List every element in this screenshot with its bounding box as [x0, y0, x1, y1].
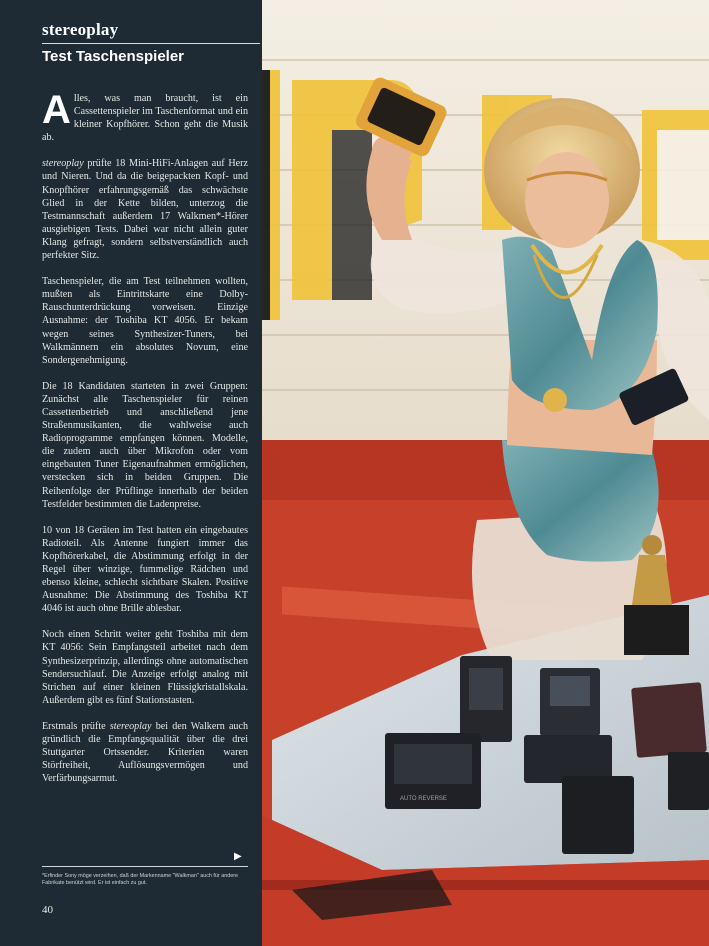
lead-text: lles, was man braucht, ist ein Cassettenspieler im Taschenformat und ein kleiner Kopfhörer. Schon geht die Musik ab.: [42, 93, 248, 144]
magazine-name: stereoplay: [42, 20, 260, 44]
lead-paragraph: [42, 88, 248, 144]
paragraph-6-a: Erstmals prüfte: [42, 720, 110, 732]
auto-reverse-label: AUTO REVERSE: [400, 796, 447, 802]
paragraph-4: 10 von 18 Geräten im Test hatten ein eingebautes Radioteil. Als Antenne fungiert immer das Kopfhörerkabel, die Abstimmung erfolgt in der Regel über winzige, fummelige Rädchen und ebenso kleine, schlecht sichtbare Skalen. Positive Ausnahme: Die Abstimmung des Toshiba KT 4046 ist auch ohne Brille ablesbar.: [42, 524, 248, 615]
photo-illustration: [262, 0, 709, 946]
paragraph-1: [42, 157, 248, 262]
drop-cap: A: [42, 88, 71, 132]
article-photo: [262, 0, 709, 946]
paragraph-1-text: prüfte 18 Mini-HiFi-Anlagen auf Herz und Nieren. Und da die beigepackten Kopf- und Knopfhörer erfahrungsgemäß das schwächste Glied in der Kette bilden, unterzog die Testmannschaft außerdem 17 Walkmen*-Hörer ausgiebigen Tests. Dabei war nicht allein guter Klang gefragt, sondern selbstverständlich auch perfekter Sitz.: [42, 158, 248, 262]
text-column: [0, 0, 262, 946]
article-body: [42, 88, 248, 785]
brand-italic: stereoplay: [42, 158, 84, 170]
footnote-divider: [42, 866, 248, 867]
paragraph-5: Noch einen Schritt weiter geht Toshiba mit dem KT 4056: Sein Empfangsteil arbeitet nach dem Synthesizerprinzip, allerdings ohne automatischen Sendersuchlauf. Die Anzeige erfolgt analog mit Strichen auf einer kleinen Flüssigkristallskala. Außerdem gibt es fünf Stationstasten.: [42, 629, 248, 706]
footnote: *Erfinder Sony möge verzeihen, daß der Markenname "Walkman" auch für andere Fabrikate benützt wird. Er ist einfach zu gut.: [42, 873, 238, 886]
brand-italic-2: stereoplay: [109, 720, 152, 732]
article-title: Test Taschenspieler: [42, 48, 185, 65]
paragraph-2: Taschenspieler, die am Test teilnehmen wollten, mußten als Eintrittskarte eine Dolby-Rauschunterdrückung vorweisen. Einzige Ausnahme: der Toshiba KT 4056. Er bekam wegen seines Synthesizer-Tuners, bei Walkmännern ein absolutes Novum, eine Sondergenehmigung.: [42, 276, 248, 366]
paragraph-6: [42, 720, 248, 785]
paragraph-6-b: bei den Walkern auch gründlich die Empfangsqualität über die drei Stuttgarter Ortssender. Kriterien waren Störfreiheit, Auflösungsvermögen und Verfärbungsarmut.: [42, 720, 248, 785]
paragraph-3: Die 18 Kandidaten starteten in zwei Gruppen: Zunächst alle Taschenspieler für reinen Cassettenbetrieb und anschließend jene Straßenmusikanten, die wahlweise auch Radioprogramme empfangen können. Modelle, die zudem auch über Mikrofon oder vom eingebauten Tuner Eigenaufnahmen ermöglichen, verstecken sich in beiden Gruppen. Die Reihenfolge der Prüflinge innerhalb der beiden Testfelder bestimmten die Ladenpreise.: [42, 380, 248, 510]
continue-arrow-icon: ▶: [234, 851, 242, 862]
page-number: 40: [42, 904, 53, 916]
face: [525, 152, 609, 248]
